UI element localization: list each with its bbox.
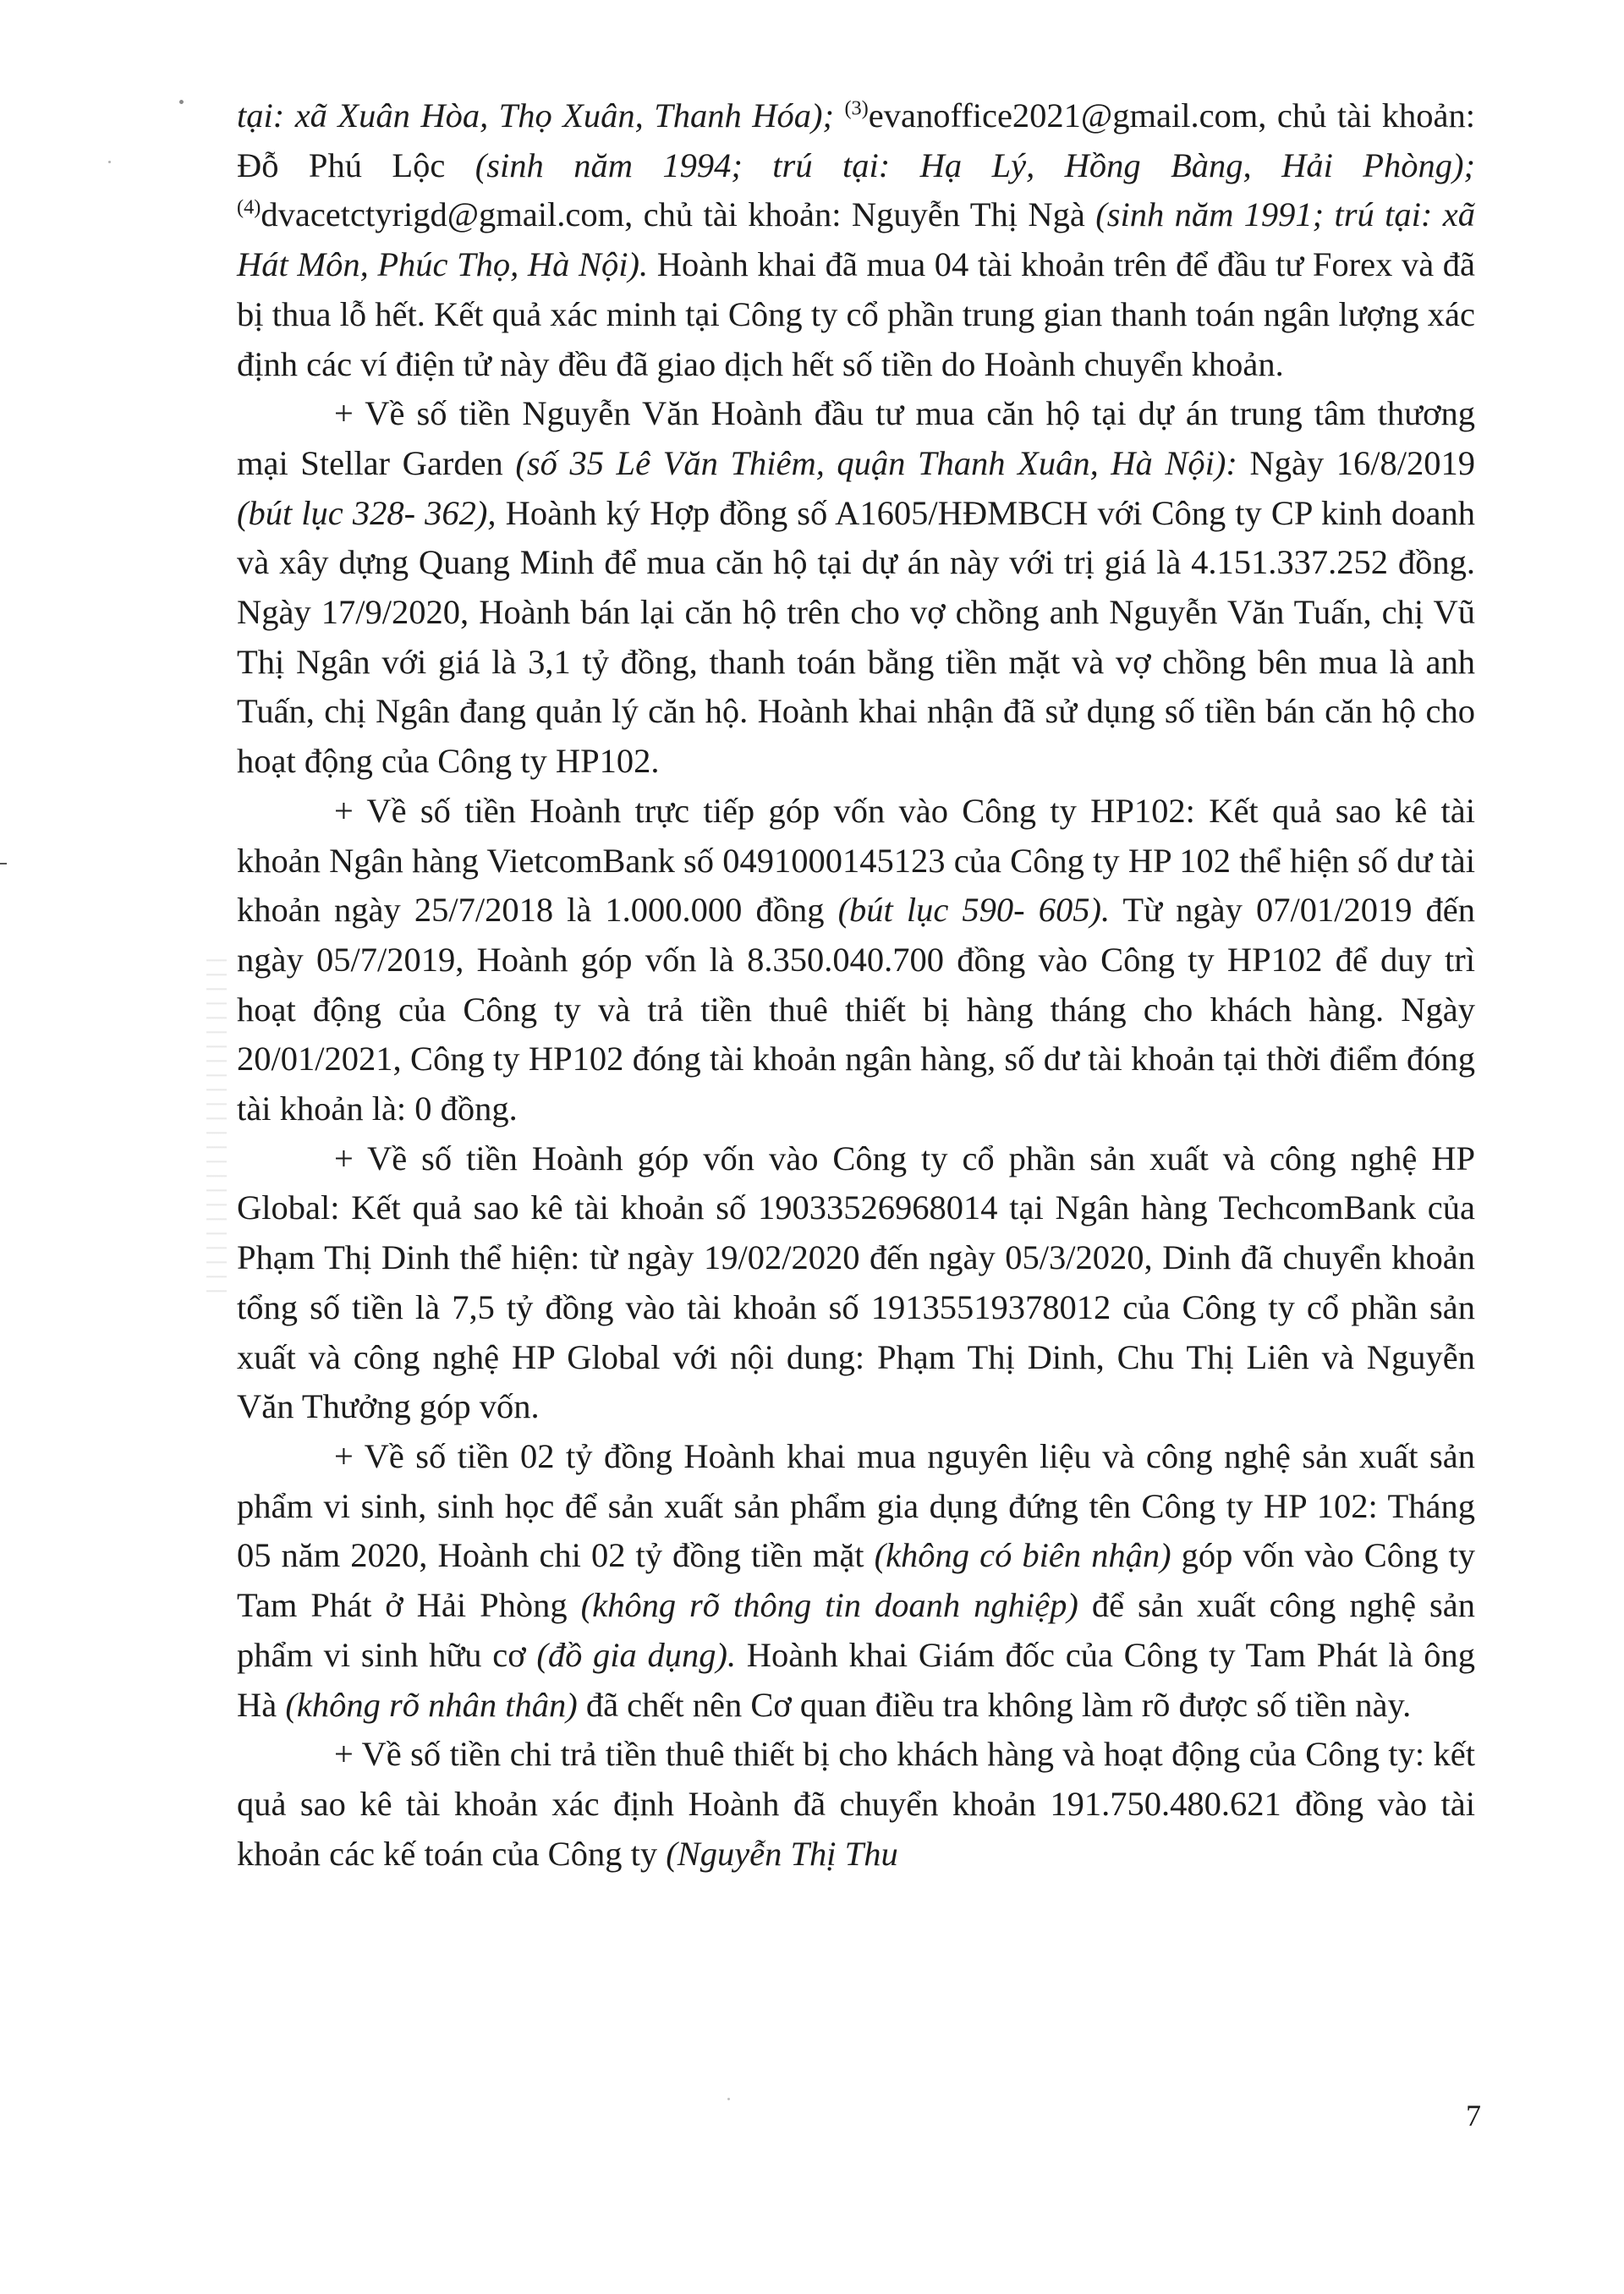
text-run: đã chết nên Cơ quan điều tra không làm rõ được số tiền này. — [577, 1685, 1412, 1724]
italic-run: (sinh năm 1991; trú tại: xã Hát Môn, Phúc Thọ, Hà Nội). — [237, 195, 1475, 284]
italic-run: (Nguyễn Thị Thu — [666, 1834, 898, 1873]
text-run: góp vốn vào Công ty Tam Phát ở Hải Phòng — [237, 1536, 1475, 1625]
italic-run: (không rõ thông tin doanh nghiệp) — [580, 1586, 1078, 1625]
text-run: Ngày 16/8/2019 — [1237, 443, 1475, 482]
text-run: + Về số tiền Hoành góp vốn vào Công ty cổ phần sản xuất và công nghệ HP Global: Kết quả sao kê tài khoản số 19033526968014 tại Ngân hàng TechcomBank của Phạm Thị Dinh thể hiện: từ ngày 19/02/2020 đến ngày 05/3/2020, Dinh đã chuyển khoản tổng số tiền là 7,5 tỷ đồng vào tài khoản số 19135519378012 của Công ty cổ phần sản xuất và công nghệ HP Global với nội dung: Phạm Thị Dinh, Chu Thị Liên và Nguyễn Văn Thưởng góp vốn. — [237, 1139, 1475, 1426]
scan-speck — [727, 2098, 730, 2100]
italic-run: (sinh năm 1994; trú tại: Hạ Lý, Hồng Bàng, Hải Phòng); — [475, 145, 1475, 184]
paragraph — [237, 91, 1475, 389]
text-run: dvacetctyrigd@gmail.com, chủ tài khoản: Nguyễn Thị Ngà — [261, 195, 1096, 234]
paragraph — [237, 1730, 1475, 1879]
text-run: + Về số tiền Nguyễn Văn Hoành đầu tư mua căn hộ tại dự án trung tâm thương mại Stellar Garden — [237, 394, 1475, 482]
scan-speck — [108, 161, 111, 163]
page-number: 7 — [1466, 2099, 1481, 2132]
paragraph — [237, 389, 1475, 787]
text-run: để sản xuất công nghệ sản phẩm vi sinh hữu cơ — [237, 1586, 1475, 1674]
text-run — [834, 96, 844, 134]
text-run: Hoành ký Hợp đồng số A1605/HĐMBCH với Công ty CP kinh doanh và xây dựng Quang Minh để mua căn hộ tại dự án này với trị giá là 4.151.337.252 đồng. Ngày 17/9/2020, Hoành bán lại căn hộ trên cho vợ chồng anh Nguyễn Văn Tuấn, chị Vũ Thị Ngân với giá là 3,1 tỷ đồng, thanh toán bằng tiền mặt và vợ chồng bên mua là anh Tuấn, chị Ngân đang quản lý căn hộ. Hoành khai nhận đã sử dụng số tiền bán căn hộ cho hoạt động của Công ty HP102. — [237, 493, 1475, 781]
italic-run: (đồ gia dụng). — [536, 1635, 737, 1674]
paragraph — [237, 787, 1475, 1134]
text-run: Hoành khai đã mua 04 tài khoản trên để đầu tư Forex và đã bị thua lỗ hết. Kết quả xác minh tại Công ty cổ phần trung gian thanh toán ngân lượng xác định các ví điện tử này đều đã giao dịch hết số tiền do Hoành chuyển khoản. — [237, 245, 1475, 383]
italic-run: (không rõ nhân thân) — [285, 1685, 578, 1724]
italic-run: (không có biên nhận) — [874, 1536, 1171, 1575]
footnote-marker: (4) — [237, 195, 261, 219]
paragraph — [237, 1432, 1475, 1730]
italic-run: (bút lục 590- 605). — [837, 891, 1111, 930]
text-run: + Về số tiền 02 tỷ đồng Hoành khai mua nguyên liệu và công nghệ sản xuất sản phẩm vi sinh, sinh học để sản xuất sản phẩm gia dụng đứng tên Công ty HP 102: Tháng 05 năm 2020, Hoành chi 02 tỷ đồng tiền mặt — [237, 1436, 1475, 1575]
scan-edge-mark — [0, 863, 7, 864]
scan-speck — [178, 99, 184, 105]
text-run: + Về số tiền chi trả tiền thuê thiết bị cho khách hàng và hoạt động của Công ty: kết quả sao kê tài khoản xác định Hoành đã chuyển khoản 191.750.480.621 đồng vào tài khoản các kế toán của Công ty — [237, 1735, 1475, 1873]
text-run: Từ ngày 07/01/2019 đến ngày 05/7/2019, Hoành góp vốn là 8.350.040.700 đồng vào Công ty HP102 để duy trì hoạt động của Công ty và trả tiền thuê thiết bị hàng tháng cho khách hàng. Ngày 20/01/2021, Công ty HP102 đóng tài khoản ngân hàng, số dư tài khoản tại thời điểm đóng tài khoản là: 0 đồng. — [237, 891, 1475, 1128]
scan-noise — [206, 947, 227, 1303]
text-run: + Về số tiền Hoành trực tiếp góp vốn vào Công ty HP102: Kết quả sao kê tài khoản Ngân hàng VietcomBank số 0491000145123 của Công ty HP 102 thể hiện số dư tài khoản ngày 25/7/2018 là 1.000.000 đồng — [237, 791, 1475, 930]
footnote-marker: (3) — [844, 96, 869, 120]
text-run: Hoành khai Giám đốc của Công ty Tam Phát là ông Hà — [237, 1635, 1475, 1724]
paragraph — [237, 1134, 1475, 1432]
body-text — [237, 91, 1475, 1879]
text-run: evanoffice2021@gmail.com, chủ tài khoản: Đỗ Phú Lộc — [237, 96, 1476, 184]
italic-run: (số 35 Lê Văn Thiêm, quận Thanh Xuân, Hà Nội): — [515, 443, 1237, 482]
italic-run: (bút lục 328- 362), — [237, 493, 497, 532]
italic-run: tại: xã Xuân Hòa, Thọ Xuân, Thanh Hóa); — [237, 96, 834, 134]
